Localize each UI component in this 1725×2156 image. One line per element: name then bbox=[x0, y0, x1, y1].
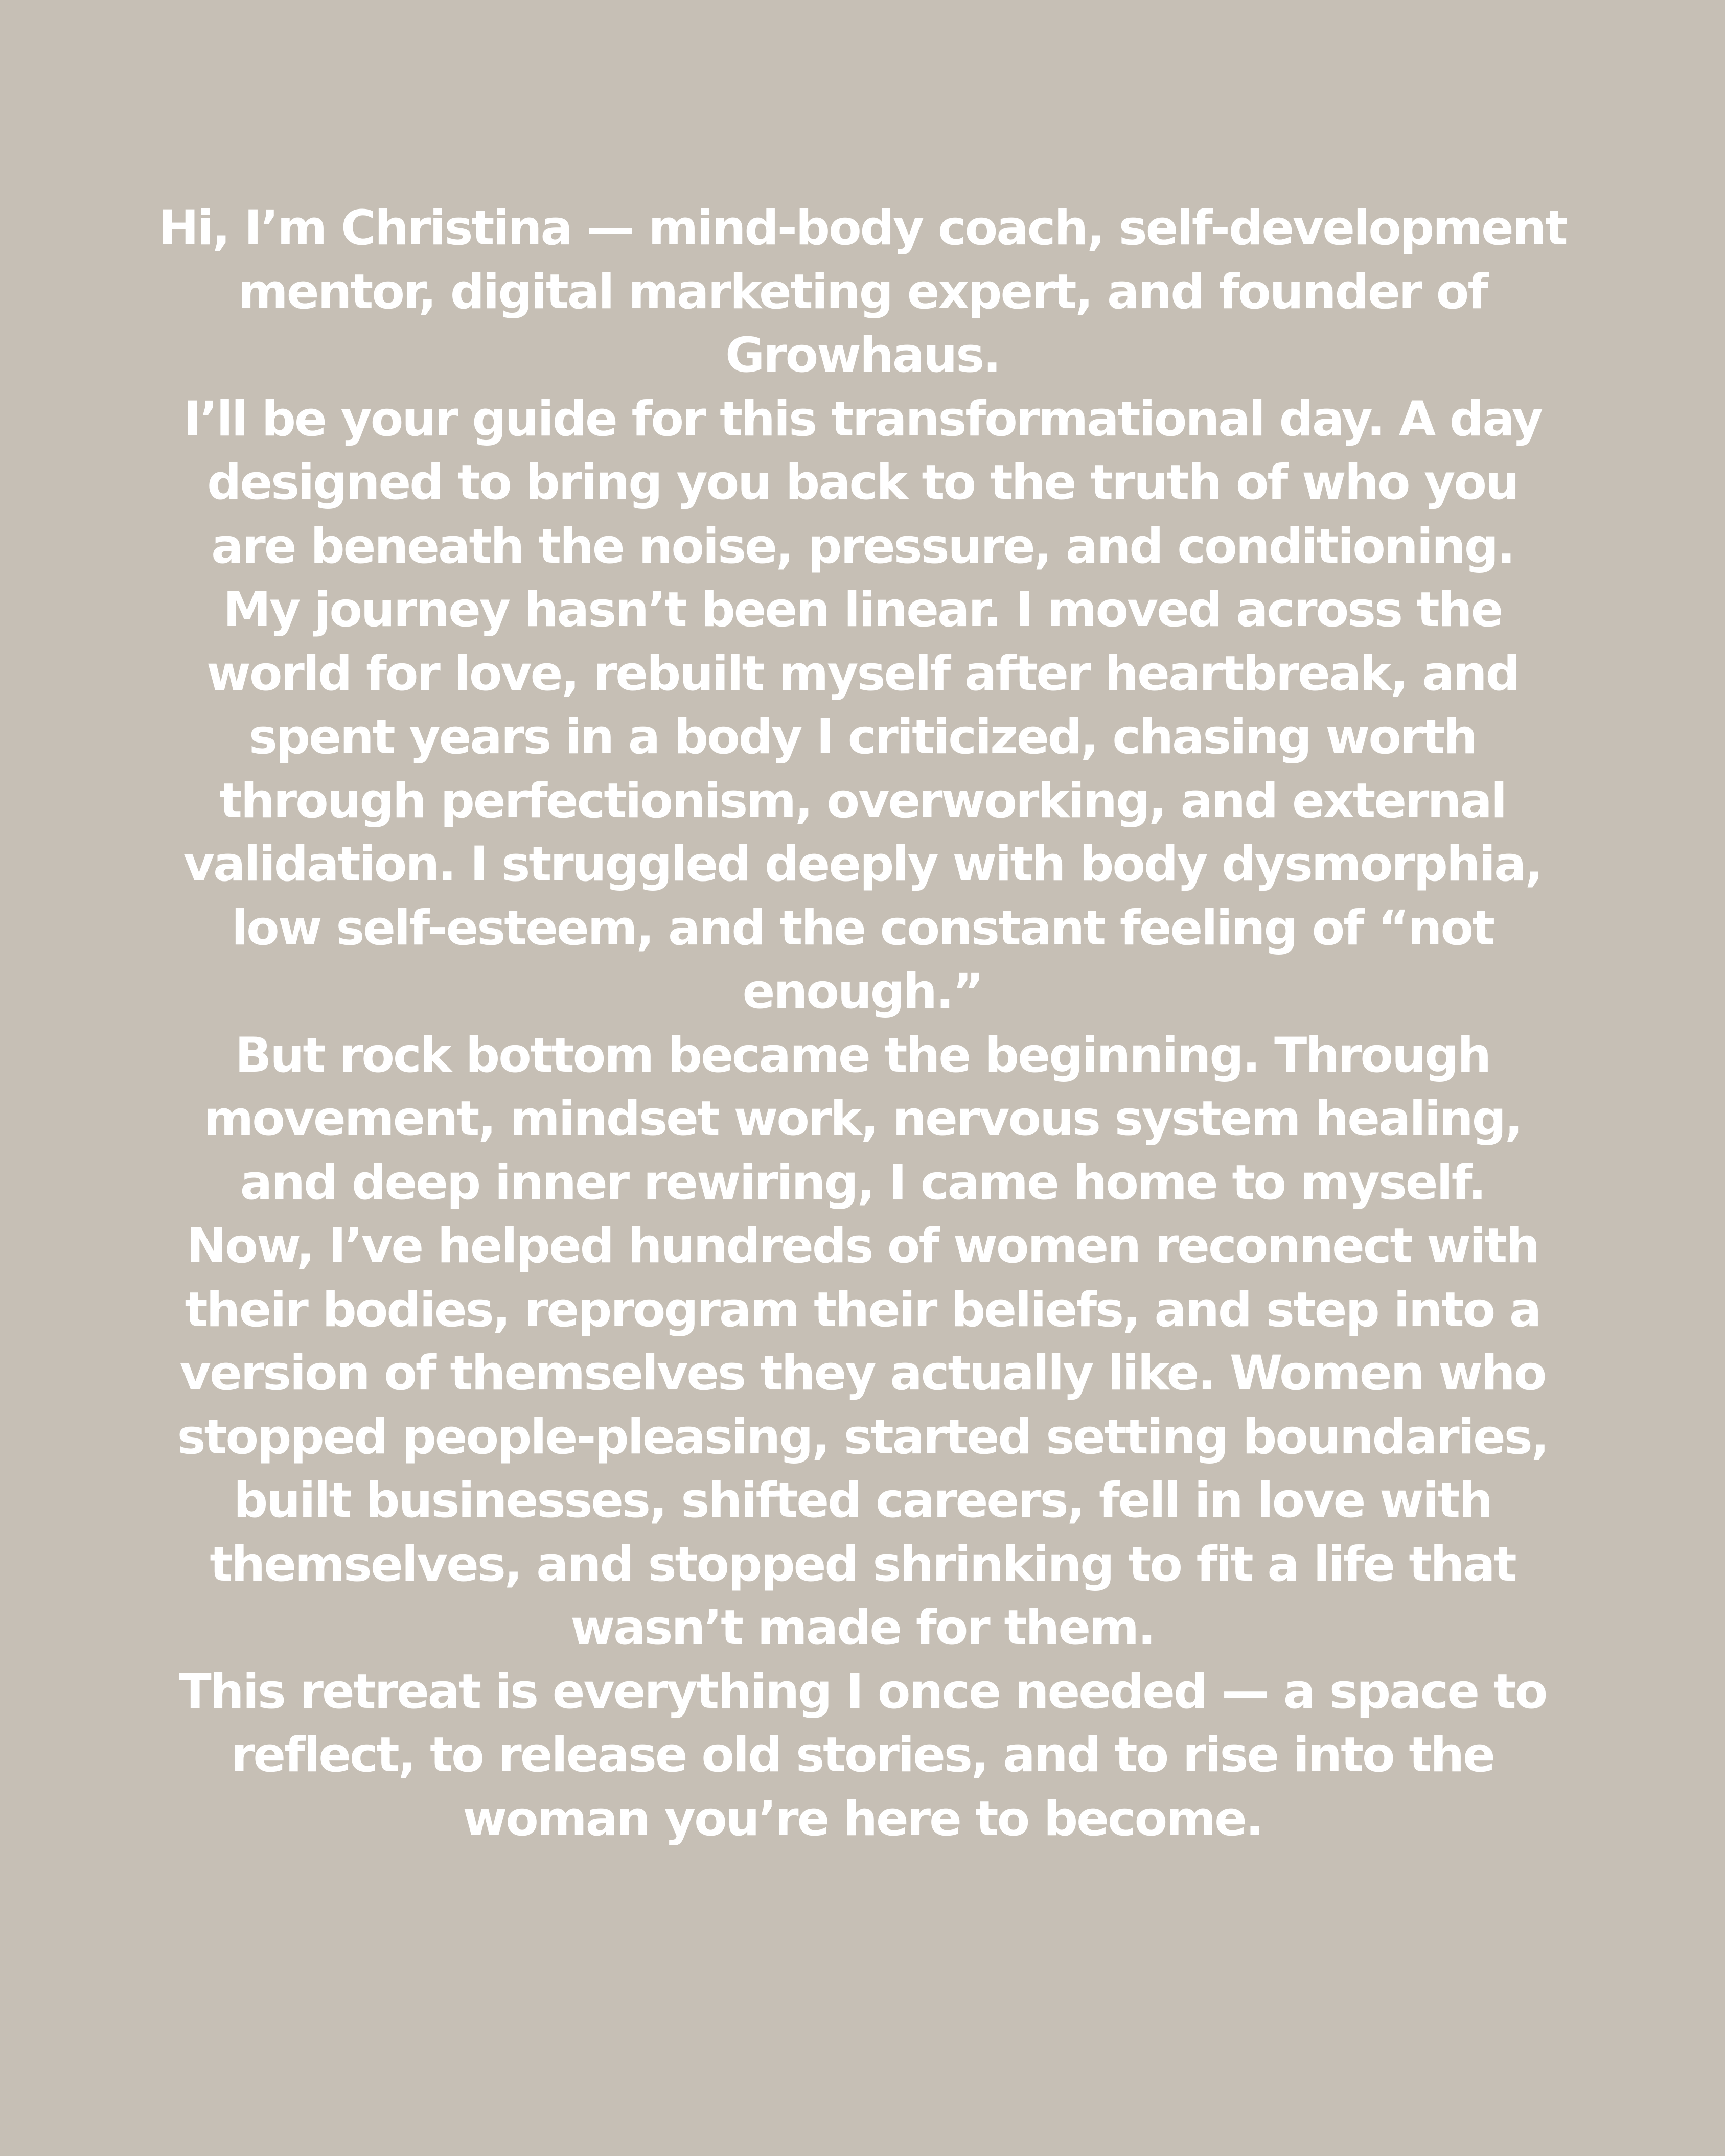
paragraph-guide: I’ll be your guide for this transformational day. A day designed to bring you back to the truth of who you are beneath the noise, pressure, and conditioning. bbox=[183, 391, 1542, 574]
paragraph-retreat: This retreat is everything I once needed — a space to reflect, to release old stories, and to rise into the woman you’re here to become. bbox=[178, 1663, 1547, 1847]
paragraph-rock-bottom: But rock bottom became the beginning. Through movement, mindset work, nervous system healing, and deep inner rewiring, I came home to myself. bbox=[203, 1027, 1522, 1211]
about-text-block bbox=[158, 197, 1567, 1851]
paragraph-impact: Now, I’ve helped hundreds of women reconnect with their bodies, reprogram their beliefs, and step into a version of themselves they actually like. Women who stopped people-pleasing, started setting boundaries, built businesses, shifted careers, fell in love with themselves, and stopped shrinking to fit a life that wasn’t made for them. bbox=[177, 1218, 1548, 1656]
paragraph-intro: Hi, I’m Christina — mind-body coach, self-development mentor, digital marketing expert, and founder of Growhaus. bbox=[158, 200, 1567, 383]
paragraph-journey: My journey hasn’t been linear. I moved across the world for love, rebuilt myself after heartbreak, and spent years in a body I criticized, chasing worth through perfectionism, overworking, and external validation. I struggled deeply with body dysmorphia, low self-esteem, and the constant feeling of “not enough.” bbox=[183, 582, 1542, 1019]
